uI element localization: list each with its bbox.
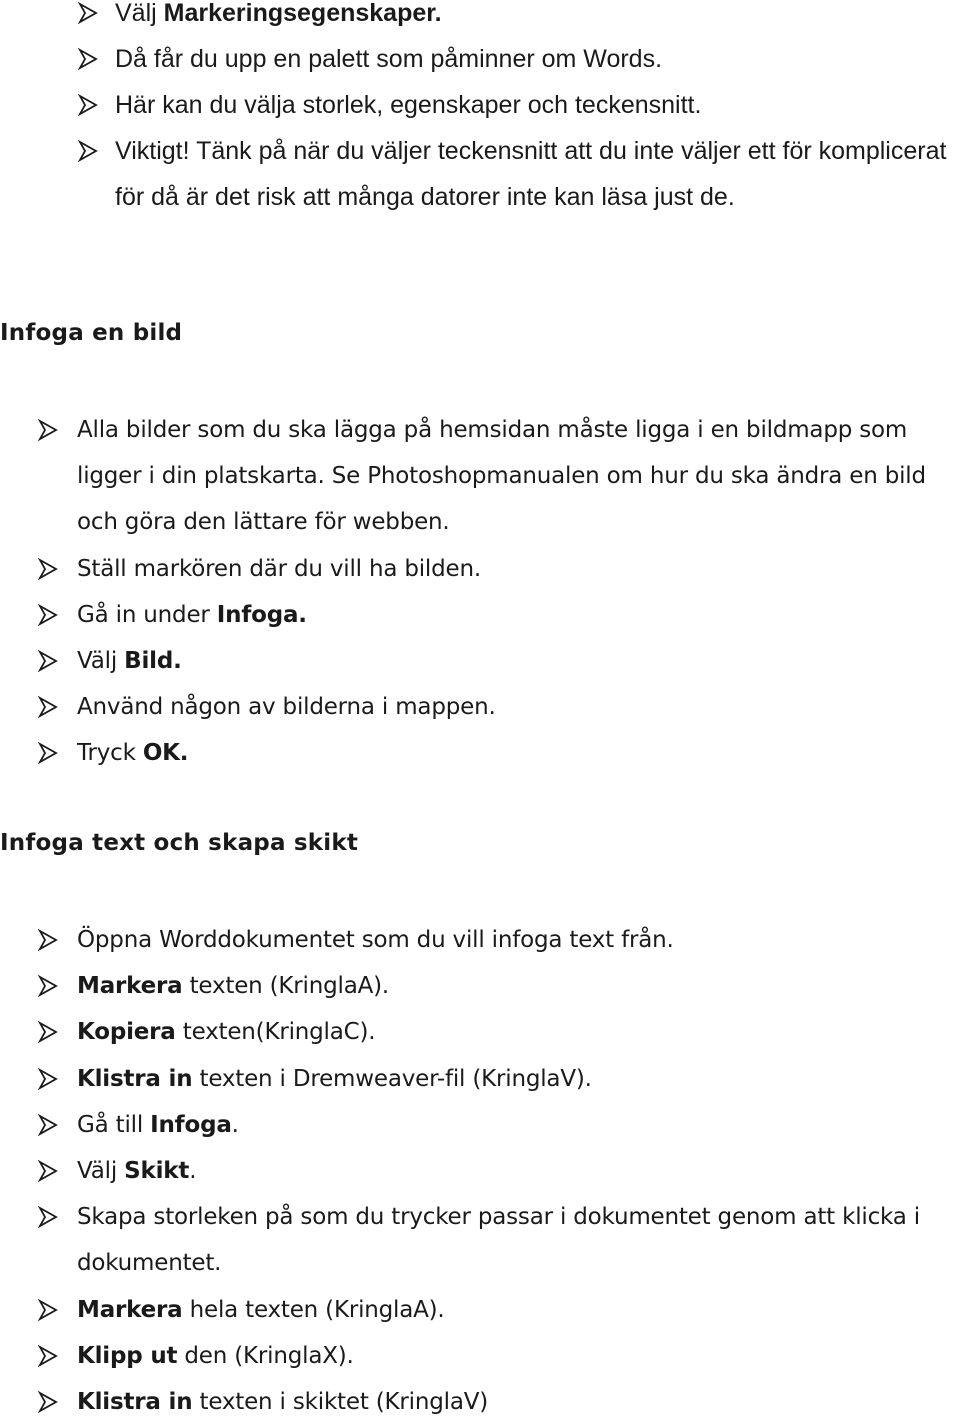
list-item [38,684,960,730]
item-bold-text: Infoga [150,1111,232,1138]
item-text: Använd någon av bilderna i mappen. [77,694,496,721]
item-text: Gå till [77,1111,151,1138]
arrowhead-bullet-icon [78,94,100,116]
list-item [38,546,960,592]
arrowhead-bullet-icon [38,1299,60,1321]
list-item [38,1333,960,1379]
item-text: texten(KringlaC). [175,1019,376,1046]
item-text: Då får du upp en palett som påminner om Words. [115,45,663,73]
item-bold-text: Klipp ut [77,1342,178,1369]
list-item [38,1102,960,1148]
arrowhead-bullet-icon [78,48,100,70]
list-item [38,730,960,776]
arrowhead-bullet-icon [38,1114,60,1136]
item-bold-text: Bild. [124,648,182,675]
item-text: den (KringlaX). [177,1342,354,1369]
bullet-list-section1 [38,407,960,777]
list-item [38,1194,960,1286]
item-text: Skapa storleken på som du trycker passar i dokumentet genom att klicka i dokumentet. [77,1204,920,1277]
arrowhead-bullet-icon [78,2,100,24]
item-text: Välj [115,0,164,27]
item-trailing-text: . [189,1158,197,1185]
arrowhead-bullet-icon [38,1021,60,1043]
arrowhead-bullet-icon [38,696,60,718]
item-bold-text: Klistra in [77,1065,193,1092]
list-item [38,1287,960,1333]
arrowhead-bullet-icon [78,140,100,162]
bullet-list-section2 [38,917,960,1425]
item-text: Tryck [77,740,143,767]
arrowhead-bullet-icon [38,558,60,580]
list-item [78,36,960,82]
item-text: Här kan du välja storlek, egenskaper och teckensnitt. [115,91,702,119]
item-bold-text: OK. [142,740,189,767]
arrowhead-bullet-icon [38,650,60,672]
list-item [78,82,960,128]
arrowhead-bullet-icon [38,975,60,997]
arrowhead-bullet-icon [38,604,60,626]
section-heading-infoga-en-bild: Infoga en bild [0,320,183,346]
arrowhead-bullet-icon [38,1345,60,1367]
list-item [38,1009,960,1055]
item-text: Öppna Worddokumentet som du vill infoga text från. [77,927,674,953]
arrowhead-bullet-icon [38,929,60,951]
item-trailing-text: . [231,1111,239,1138]
item-bold-text: Klistra in [77,1389,193,1416]
list-item [38,1148,960,1194]
list-item [38,963,960,1009]
item-text: texten i skiktet (KringlaV) [192,1389,489,1416]
section-heading-infoga-text-och-skapa-skikt: Infoga text och skapa skikt [0,830,359,856]
list-item [78,128,960,220]
arrowhead-bullet-icon [38,742,60,764]
list-item [38,592,960,638]
list-item [38,1056,960,1102]
item-bold-text: Kopiera [77,1019,176,1046]
arrowhead-bullet-icon [38,1206,60,1228]
item-text: Alla bilder som du ska lägga på hemsidan måste ligga i en bildmapp som ligger i din platskarta. Se Photoshopmanualen om hur du ska ändra en bild och göra den lättare för webben. [77,417,926,536]
item-text: Gå in under [77,601,217,628]
item-bold-text: Skikt [124,1158,190,1185]
item-bold-text: Infoga. [216,601,307,628]
item-bold-text: Markeringsegenskaper. [163,0,442,27]
arrowhead-bullet-icon [38,1068,60,1090]
list-item [38,1379,960,1425]
arrowhead-bullet-icon [38,419,60,441]
item-text: texten i Dremweaver-fil (KringlaV). [192,1065,592,1092]
list-item [38,407,960,546]
item-text: Viktigt! Tänk på när du väljer teckensnitt att du inte väljer ett för komplicerat för då är det risk att många datorer inte kan läsa just de. [115,137,947,211]
arrowhead-bullet-icon [38,1391,60,1413]
arrowhead-bullet-icon [38,1160,60,1182]
bullet-list-top [78,0,960,220]
item-text: texten (KringlaA). [182,973,390,1000]
item-text: Välj [77,648,125,675]
list-item [38,638,960,684]
item-text: hela texten (KringlaA). [182,1296,445,1323]
list-item [78,0,960,36]
item-text: Välj [77,1158,125,1185]
item-bold-text: Markera [77,1296,183,1323]
list-item [38,917,960,963]
item-bold-text: Markera [77,973,183,1000]
item-text: Ställ markören där du vill ha bilden. [77,555,481,582]
